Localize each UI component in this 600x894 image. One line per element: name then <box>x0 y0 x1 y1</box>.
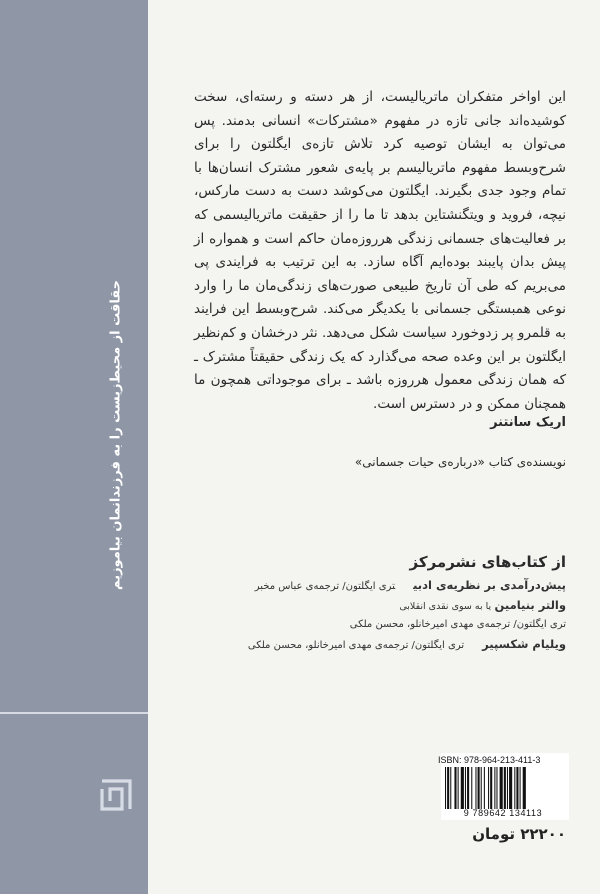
barcode-bar <box>458 767 459 809</box>
book-item <box>166 615 566 635</box>
isbn-text: ISBN: 978-964-213-411-3 <box>438 755 541 765</box>
barcode-bar <box>465 767 466 809</box>
barcode-bar <box>454 767 456 809</box>
book-title: والتر بنیامین <box>494 597 566 612</box>
barcode-bar <box>488 767 489 809</box>
ean-number: 9 789642 134113 <box>463 808 543 818</box>
book-credit: تری ایگلتون/ ترجمه‌ی مهدی امیرخانلو، محسن ملکی <box>349 619 566 630</box>
book-subtitle: یا به سوی نقدی انقلابی <box>399 600 492 612</box>
book-item <box>166 576 566 596</box>
spine-title: حقاقت از محیط‌زیست را به فرزندانمان بیاموزیم <box>108 280 124 591</box>
barcode-bar <box>484 767 485 809</box>
barcode-bar <box>496 767 497 809</box>
barcode-bar <box>471 767 472 809</box>
barcode-bar <box>478 767 480 809</box>
barcode-bar <box>481 767 482 809</box>
book-title: پیش‌درآمدی بر نظریه‌ی ادبی <box>413 578 566 592</box>
publisher-books-heading: از کتاب‌های نشرمرکز <box>409 553 566 571</box>
barcode-bar <box>447 767 449 809</box>
barcode-bar <box>445 767 446 809</box>
barcode-bar <box>461 767 464 809</box>
barcode-bar <box>490 767 492 809</box>
spine-divider <box>0 712 148 714</box>
blurb-author-description: نویسنده‌ی کتاب «درباره‌ی حیات جسمانی» <box>354 455 566 469</box>
book-credit: تری ایگلتون/ ترجمه‌ی عباس مخبر <box>254 581 396 592</box>
barcode-bar <box>520 767 521 809</box>
barcode-bar <box>504 767 506 809</box>
barcode-bar <box>467 767 469 809</box>
book-credit: تری ایگلتون/ ترجمه‌ی مهدی امیرخانلو، محسن ملکی <box>247 639 465 651</box>
price-amount: ۲۲۲۰۰ <box>520 825 566 843</box>
blurb-author: اریک سانتنر <box>490 415 566 430</box>
back-cover-blurb <box>194 86 566 416</box>
barcode-bar <box>500 767 503 809</box>
barcode-bar <box>514 767 515 809</box>
barcode-bar <box>523 767 526 809</box>
barcode-bar <box>509 767 512 809</box>
barcode-bar <box>516 767 518 809</box>
price-currency: تومان <box>472 825 515 843</box>
book-item <box>166 635 566 655</box>
barcode-bars <box>444 767 566 809</box>
barcode-bar <box>507 767 508 809</box>
barcode-bar <box>450 767 451 809</box>
barcode-bar <box>475 767 476 809</box>
book-title: ویلیام شکسپیر <box>482 636 566 651</box>
barcode-bar <box>494 767 495 809</box>
book-item <box>166 596 566 616</box>
publisher-books-list <box>166 576 566 654</box>
publisher-logo-icon <box>98 775 134 815</box>
price <box>472 825 566 843</box>
blurb-text: این اواخر متفکران ماتریالیست، از هر دسته و رسته‌ای، سخت کوشیده‌اند جانی تازه در مفهوم «مشترکات» انسانی بدمند. پس می‌توان به ایشان توصیه کرد تلاش تازه‌ی ایگلتون را برای شرح‌وبسط مفهوم ماتریالیسم بر پایه‌ی شعور مشترک انسان‌ها با تمام وجود جدی بگیرند. ایگلتون می‌کوشد دست به دست مارکس، نیچه، فروید و ویتگنشتاین بدهد تا ما را از حقیقت ماتریالیسمی که بر فعالیت‌های جسمانی زندگی هرروزه‌مان حاکم است و همواره از پیش بدان پایبند بوده‌ایم آگاه سازد. به این ترتیب به فرایندی پی می‌بریم که طی آن تاریخ طبیعی صورت‌های زندگی‌مان ما را وارد نوعی همبستگی جسمانی با یکدیگر می‌کند. شرح‌وبسط این فرایند به قلمرو پر زدوخورد سیاست شکل می‌دهد. نثر درخشان و کم‌نظیر ایگلتون بر این وعده صحه می‌گذارد که یک زندگی حقیقتاً مشترک ـ که همان زندگی معمول هرروزه باشد ـ برای موجوداتی همچون ما همچنان ممکن و در دسترس است. <box>194 89 566 412</box>
